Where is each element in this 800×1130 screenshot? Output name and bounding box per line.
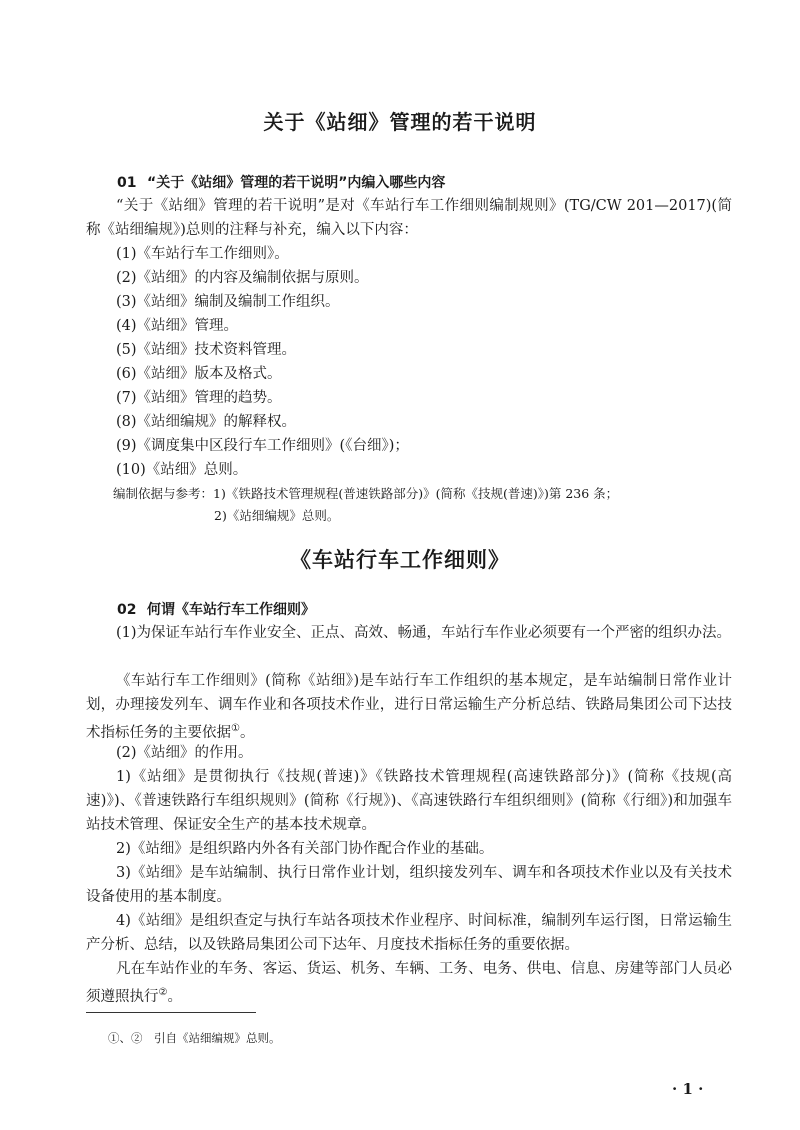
paragraph: (1)为保证车站行车作业安全、正点、高效、畅通，车站行车作业必须要有一个严密的组织办法。 [116, 625, 732, 641]
list-item: (8)《站细编规》的解释权。 [116, 414, 297, 430]
question-01-title: “关于《站细》管理的若干说明”内编入哪些内容 [147, 175, 446, 191]
question-01-heading [117, 172, 445, 192]
list-item: (1)《车站行车工作细则》。 [116, 246, 289, 262]
list-item: (5)《站细》技术资料管理。 [116, 342, 297, 358]
basis-line-1: 编制依据与参考：1)《铁路技术管理规程(普速铁路部分)》(简称《技规(普速)》)第 236 条； [113, 486, 619, 501]
paragraph-end: 。 [167, 988, 182, 1005]
footnote-ref-1: ① [231, 723, 240, 734]
list-item: (9)《调度集中区段行车工作细则》(《台细》)； [116, 438, 409, 454]
paragraph-text: 凡在车站作业的车务、客运、货运、机务、车辆、工务、电务、供电、信息、房建等部门人员必须遵照执行 [86, 961, 732, 1005]
section1-intro: “关于《站细》管理的若干说明”是对《车站行车工作细则编制规则》(TG/CW 201—2017)(简称《站细编规》)总则的注释与补充，编入以下内容： [86, 198, 732, 238]
paragraph: 1)《站细》是贯彻执行《技规(普速)》《铁路技术管理规程(高速铁路部分)》(简称《技规(高速)》)、《普速铁路行车组织规则》(简称《行规》)、《高速铁路行车组织细则》(简称《行细》)和加强车站技术管理、保证安全生产的基本技术规章。 [86, 769, 732, 833]
paragraph: (2)《站细》的作用。 [116, 745, 253, 761]
list-item: (4)《站细》管理。 [116, 318, 239, 334]
list-item: (7)《站细》管理的趋势。 [116, 390, 282, 406]
question-02-title: 何谓《车站行车工作细则》 [147, 602, 315, 618]
section2-title: 《车站行车工作细则》 [290, 547, 510, 572]
paragraph [86, 957, 732, 1009]
list-item: (3)《站细》编制及编制工作组织。 [116, 294, 340, 310]
list-item: (2)《站细》的内容及编制依据与原则。 [116, 270, 369, 286]
list-item: (6)《站细》版本及格式。 [116, 366, 282, 382]
question-02-number: 02 [117, 602, 137, 618]
question-02-heading [117, 599, 315, 619]
paragraph-text: 《车站行车工作细则》(简称《站细》)是车站行车工作组织的基本规定，是车站编制日常作业计划，办理接发列车、调车作业和各项技术作业，进行日常运输生产分析总结、铁路局集团公司下达技术指标任务的主要依据 [86, 673, 732, 741]
list-item: (10)《站细》总则。 [116, 462, 248, 478]
basis-line-2: 2)《站细编规》总则。 [214, 508, 340, 523]
footnote-ref-2: ② [158, 987, 168, 998]
footnote-divider [86, 1012, 256, 1013]
section1-title: 关于《站细》管理的若干说明 [263, 110, 537, 134]
paragraph-end: 。 [239, 724, 255, 741]
page-number: · 1 · [672, 1080, 704, 1098]
footnote: ①、② 引自《站细编规》总则。 [108, 1031, 281, 1045]
paragraph: 3)《站细》是车站编制、执行日常作业计划，组织接发列车、调车和各项技术作业以及有关技术设备使用的基本制度。 [86, 865, 732, 905]
question-01-number: 01 [117, 175, 137, 191]
paragraph [86, 669, 732, 745]
paragraph: 2)《站细》是组织路内外各有关部门协作配合作业的基础。 [116, 841, 494, 857]
paragraph: 4)《站细》是组织查定与执行车站各项技术作业程序、时间标准，编制列车运行图，日常运输生产分析、总结，以及铁路局集团公司下达年、月度技术指标任务的重要依据。 [86, 913, 732, 953]
